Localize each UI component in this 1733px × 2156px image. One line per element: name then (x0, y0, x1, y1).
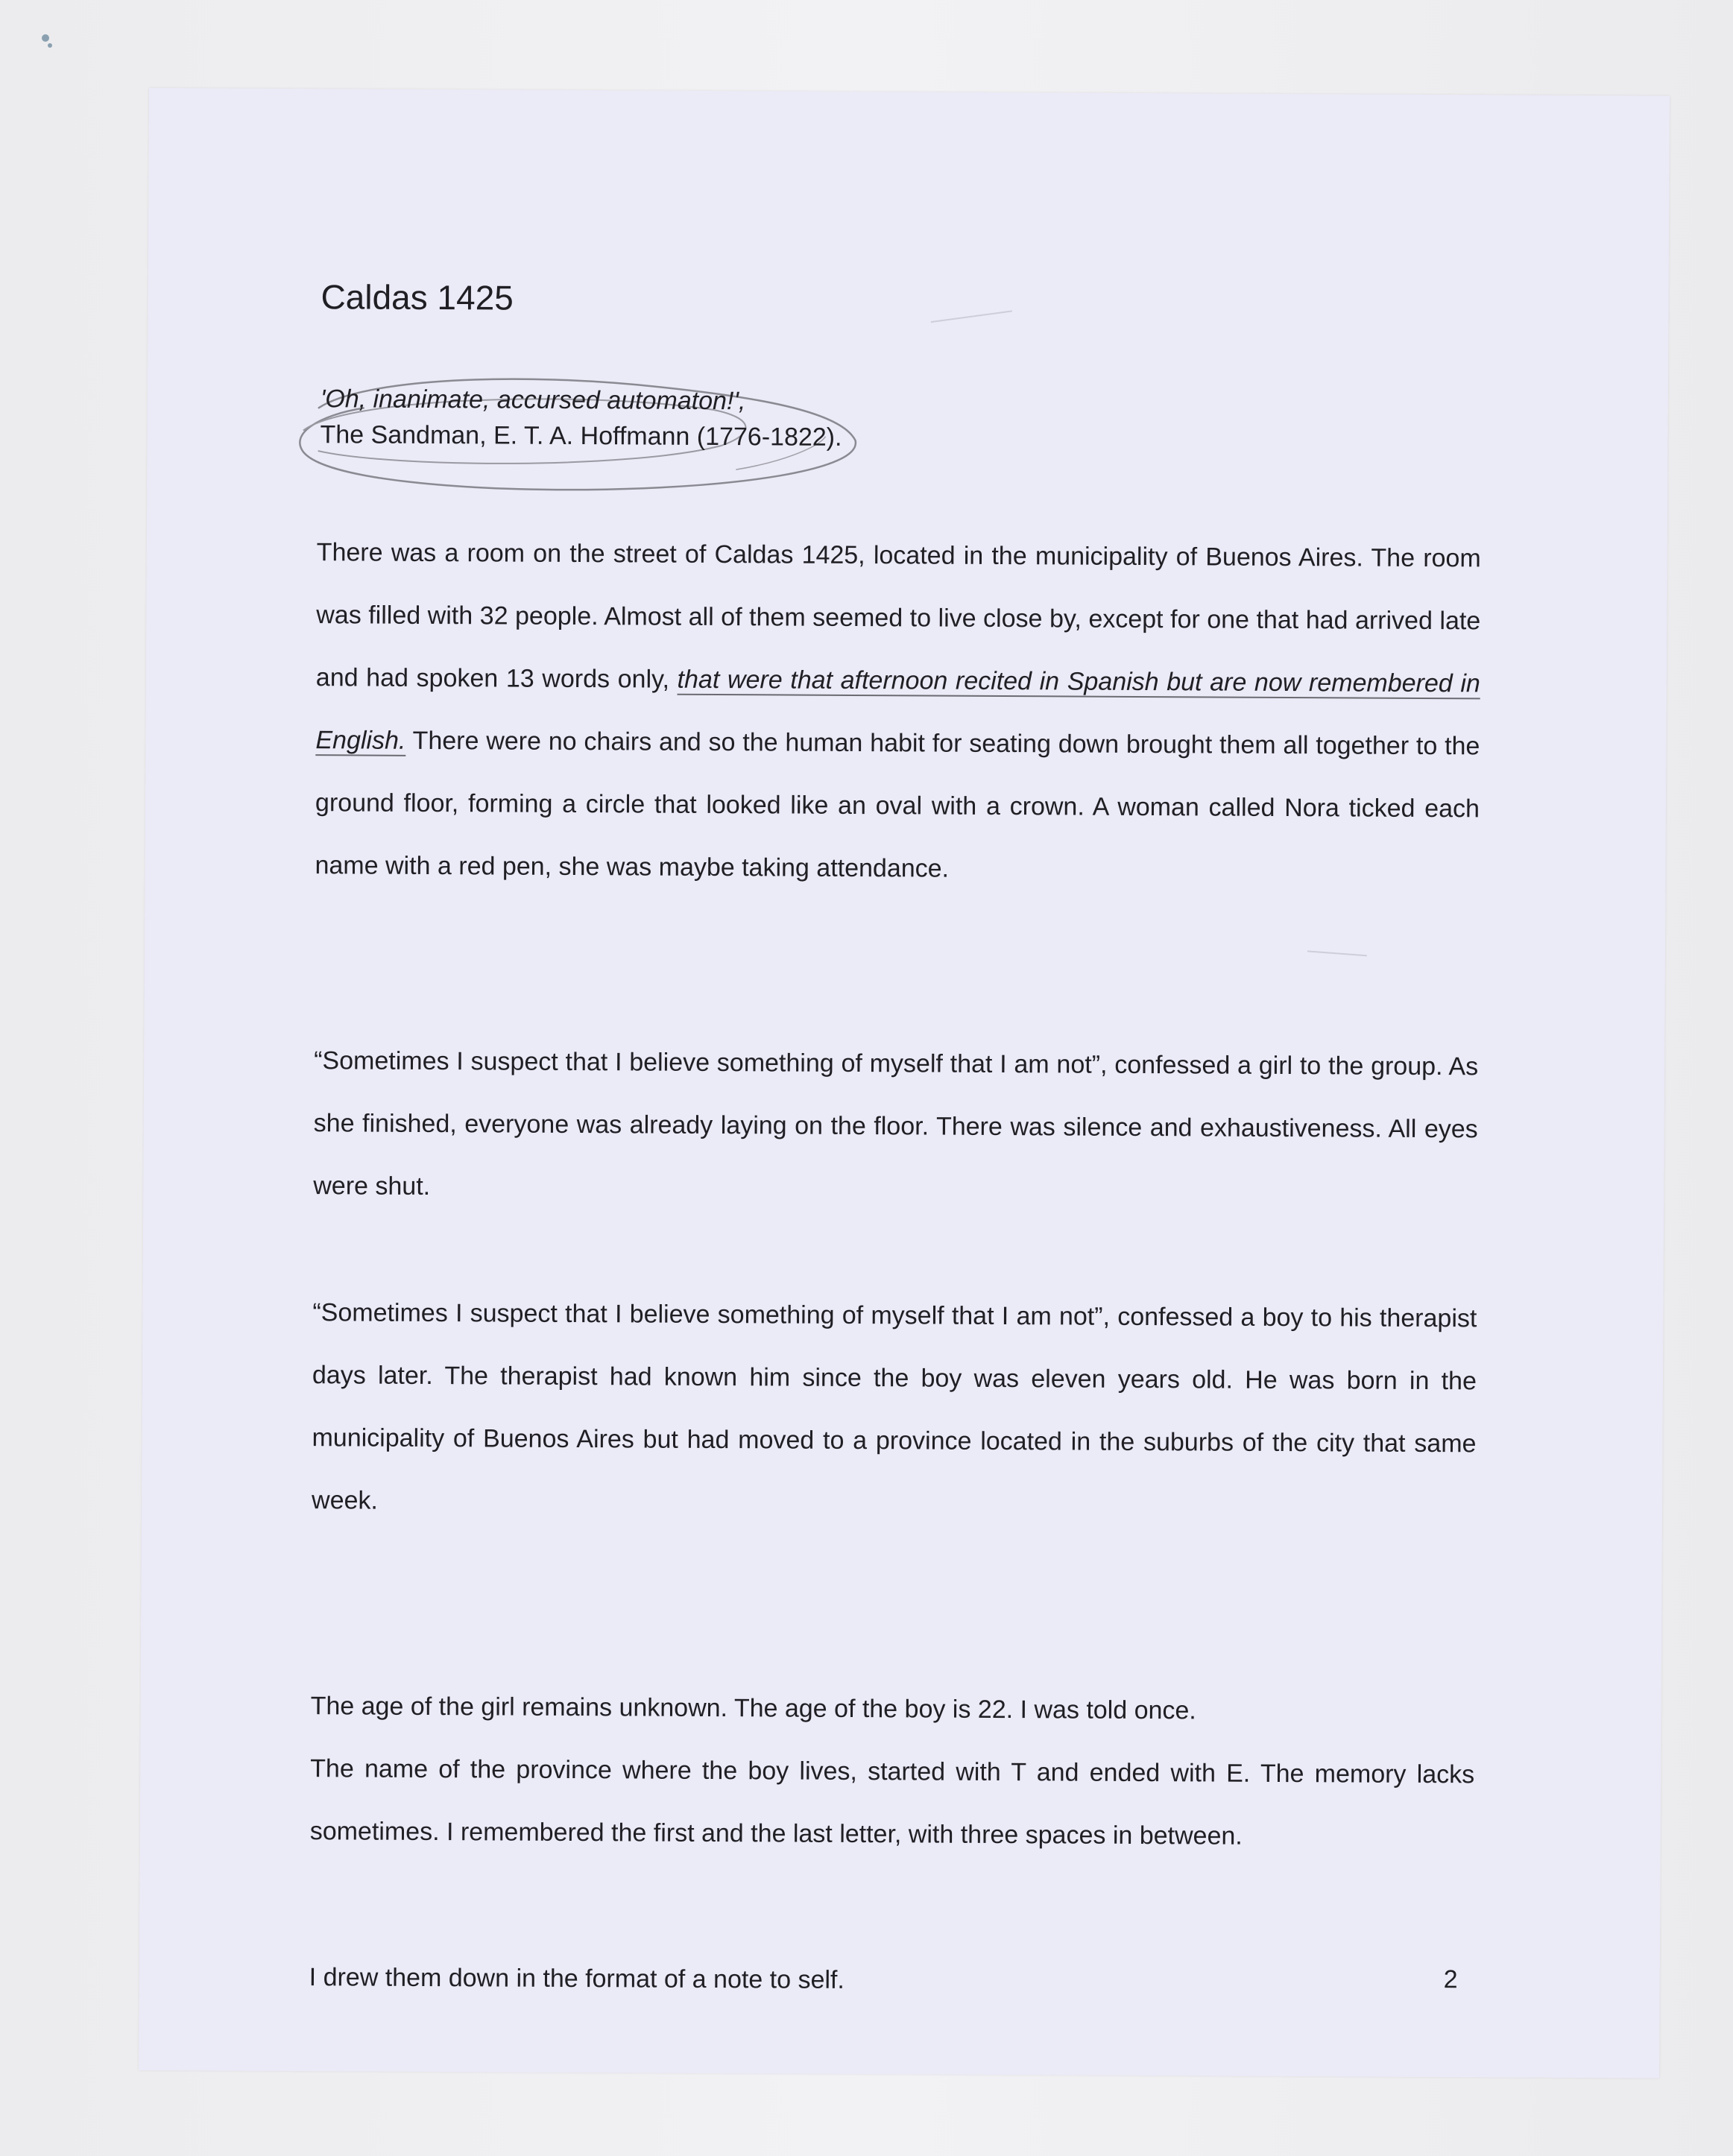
paragraph-3: “Sometimes I suspect that I believe something of myself that I am not”, confessed a boy to his therapist days later. The therapist had known him since the boy was eleven years old. He was born in the municipality of Buenos Aires but had moved to a province located in the suburbs of the city that same week. (311, 1298, 1477, 1515)
paragraph-4 (310, 1675, 1475, 1868)
underlined-phrase: that were that afternoon recited in Spanish but are now remembered in English. (315, 665, 1480, 755)
epigraph-quote: 'Oh, inanimate, accursed automaton!', (320, 385, 746, 416)
page-title: Caldas 1425 (321, 277, 514, 317)
paragraph-4-rest: The name of the province where the boy lives, started with T and ended with E. The memory lacks sometimes. I remembered the first and the last letter, with three spaces in between. (309, 1754, 1475, 1850)
page-number: 2 (1443, 1965, 1458, 1994)
epigraph (320, 381, 842, 455)
paragraph-1 (315, 521, 1481, 902)
pencil-stray-mark (1307, 950, 1367, 956)
scanner-speck (48, 43, 52, 48)
paragraph-1-continuation: There were no chairs and so the human habit for seating down brought them all together to the ground floor, forming a circle that looked like an oval with a crown. A woman called Nora ticked each name with a red pen, she was maybe taking attendance. (315, 726, 1480, 883)
paragraph-4-line-1: The age of the girl remains unknown. The age of the boy is 22. I was told once. (310, 1692, 1196, 1725)
paragraph-5: I drew them down in the format of a note to self. (309, 1963, 845, 1994)
paragraph-2: “Sometimes I suspect that I believe something of myself that I am not”, confessed a girl to the group. As she finished, everyone was already laying on the floor. There was silence and exhaustiveness. All eyes were shut. (313, 1046, 1479, 1201)
pencil-stray-mark (931, 310, 1012, 323)
paragraph-1-text: There was a room on the street of Caldas 1425, located in the municipality of Buenos Aires. The room was filled with 32 people. Almost all of them seemed to live close by, except for one that had arrived late and had spoken 13 words only, (315, 538, 1481, 694)
paper-sheet (139, 88, 1670, 2078)
scanner-speck (42, 34, 49, 42)
epigraph-source: The Sandman, E. T. A. Hoffmann (1776-1822). (320, 420, 842, 452)
